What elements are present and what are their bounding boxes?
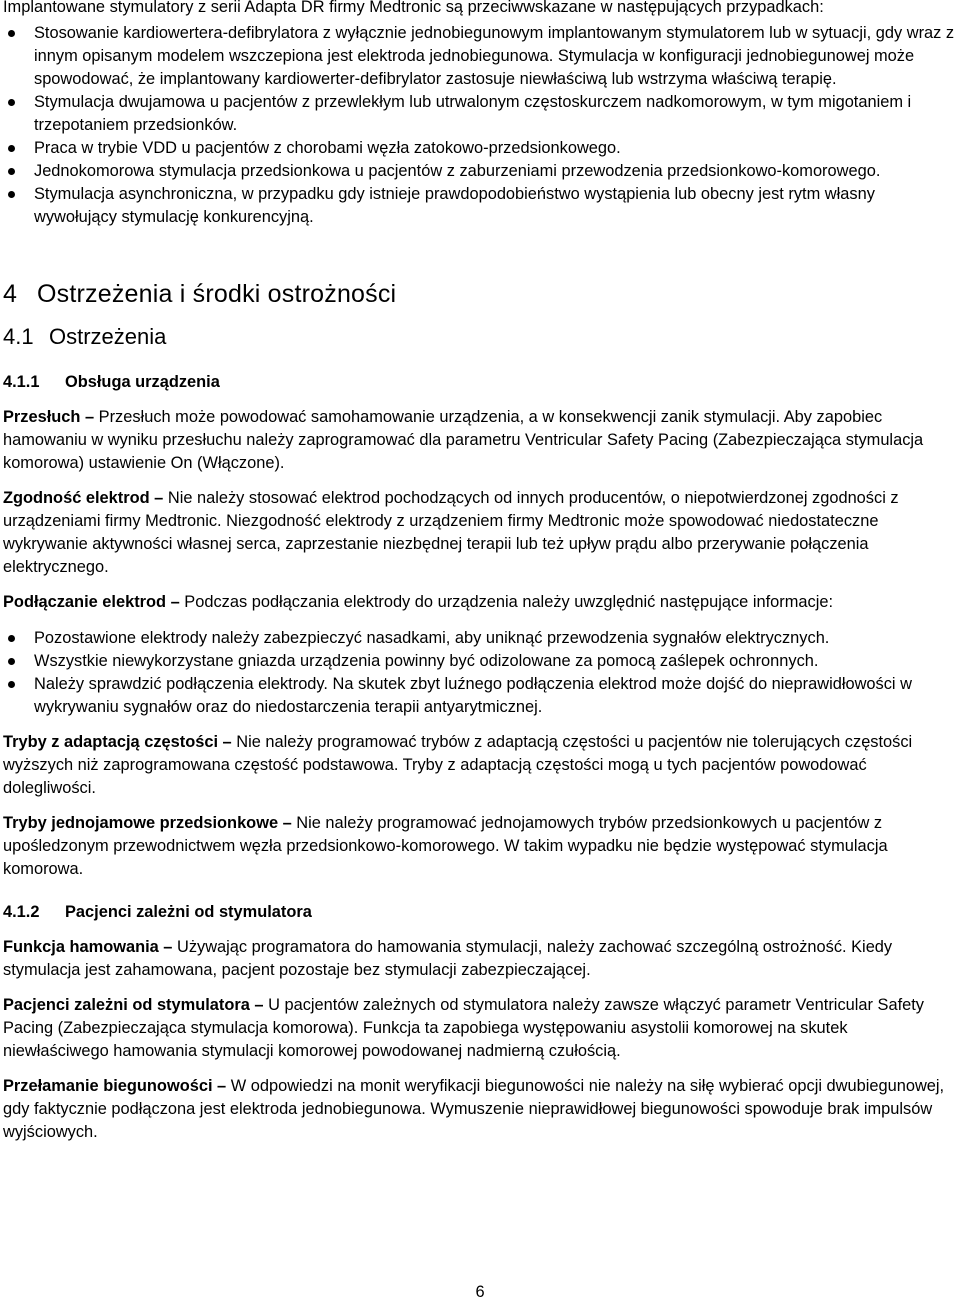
paragraph-lead: Funkcja hamowania – — [3, 938, 173, 956]
paragraph — [3, 731, 957, 800]
subsubsection-heading — [3, 371, 957, 394]
list-item: Należy sprawdzić podłączenia elektrody. Na skutek zbyt luźnego podłączenia elektrod może dojść do nieprawidłowości w wykrywaniu sygnałów oraz do niedostarczenia terapii antyarytmicznej. — [3, 673, 957, 719]
intro-text: Implantowane stymulatory z serii Adapta DR firmy Medtronic są przeciwwskazane w następujących przypadkach: — [3, 0, 824, 16]
subsubsection-title: Pacjenci zależni od stymulatora — [65, 903, 312, 921]
paragraph-text: Nie należy stosować elektrod pochodzących od innych producentów, o niepotwierdzonej zgodności z urządzeniami firmy Medtronic. Niezgodność elektrody z urządzeniem firmy Medtronic może spowodować niedostateczne wykrywanie aktywności własnej serca, zaprzestanie niezbędnej terapii lub też upływ prądu albo przerywanie połączenia elektrycznego. — [3, 489, 899, 576]
paragraph-lead: Pacjenci zależni od stymulatora – — [3, 996, 264, 1014]
paragraph — [3, 591, 957, 614]
paragraph — [3, 994, 957, 1063]
list-item: Stymulacja asynchroniczna, w przypadku gdy istnieje prawdopodobieństwo wystąpienia lub obecny jest rytm własny wywołujący stymulację konkurencyjną. — [3, 183, 957, 229]
list-item: Wszystkie niewykorzystane gniazda urządzenia powinny być odizolowane za pomocą zaślepek ochronnych. — [3, 650, 957, 673]
section-heading — [3, 278, 957, 310]
paragraph-lead: Przesłuch – — [3, 408, 95, 426]
subsubsection-heading — [3, 901, 957, 924]
subsection-title: Ostrzeżenia — [49, 324, 167, 349]
contraindications-list — [3, 22, 957, 229]
paragraph-text: Nie należy programować trybów z adaptacją częstości u pacjentów nie tolerujących częstości wyższych niż zaprogramowana częstość podstawowa. Tryby z adaptacją częstości mogą u tych pacjentów powodować dolegliwości. — [3, 733, 913, 797]
paragraph-lead: Tryby z adaptacją częstości – — [3, 733, 232, 751]
subsubsection-title: Obsługa urządzenia — [65, 373, 220, 391]
paragraph — [3, 812, 957, 881]
paragraph — [3, 1075, 957, 1144]
paragraph-text: W odpowiedzi na monit weryfikacji biegunowości nie należy na siłę wybierać opcji dwubiegunowej, gdy faktycznie podłączona jest elektroda jednobiegunowa. Wymuszenie nieprawidłowej biegunowości spowoduje brak impulsów wyjściowych. — [3, 1077, 945, 1141]
list-item: Stosowanie kardiowertera-defibrylatora z wyłącznie jednobiegunowym implantowanym stymulatorem lub w sytuacji, gdy wraz z innym opisanym modelem wszczepiona jest elektroda jednobiegunowa. Stymulacja w konfiguracji jednobiegunowej może spowodować, że implantowany kardiowerter-defibrylator zastosuje niewłaściwą lub wstrzyma właściwą terapię. — [3, 22, 957, 91]
paragraph-lead: Podłączanie elektrod – — [3, 593, 180, 611]
list-item: Jednokomorowa stymulacja przedsionkowa u pacjentów z zaburzeniami przewodzenia przedsionkowo-komorowego. — [3, 160, 957, 183]
paragraph-lead: Przełamanie biegunowości – — [3, 1077, 227, 1095]
list-item: Praca w trybie VDD u pacjentów z chorobami węzła zatokowo-przedsionkowego. — [3, 137, 957, 160]
paragraph-text: Przesłuch może powodować samohamowanie urządzenia, a w konsekwencji zanik stymulacji. Aby zapobiec hamowaniu w wyniku przesłuchu należy zaprogramować dla parametru Ventricular Safety Pacing (Zabezpieczająca stymulacja komorowa) ustawienie On (Włączone). — [3, 408, 924, 472]
subsection-number: 4.1 — [3, 324, 34, 349]
paragraph — [3, 487, 957, 579]
page-number: 6 — [475, 1283, 485, 1301]
paragraph — [3, 406, 957, 475]
lead-connection-list — [3, 627, 957, 719]
list-item: Stymulacja dwujamowa u pacjentów z przewlekłym lub utrwalonym częstoskurczem nadkomorowym, w tym migotaniem i trzepotaniem przedsionków. — [3, 91, 957, 137]
paragraph-text: Podczas podłączania elektrody do urządzenia należy uwzględnić następujące informacje: — [179, 593, 834, 611]
subsubsection-number: 4.1.1 — [3, 373, 40, 391]
section-title: Ostrzeżenia i środki ostrożności — [37, 280, 397, 308]
paragraph-lead: Zgodność elektrod – — [3, 489, 164, 507]
paragraph-lead: Tryby jednojamowe przedsionkowe – — [3, 814, 292, 832]
paragraph — [3, 936, 957, 982]
subsubsection-number: 4.1.2 — [3, 903, 40, 921]
document-page — [3, 0, 957, 1144]
subsection-heading — [3, 323, 957, 351]
paragraph-text: U pacjentów zależnych od stymulatora należy zawsze włączyć parametr Ventricular Safety Pacing (Zabezpieczająca stymulacja komorowa). Funkcja ta zapobiega występowaniu asystolii komorowej na skutek niewłaściwego hamowania stymulacji komorowej powodowanej nadmierną czułością. — [3, 996, 924, 1060]
section-number: 4 — [3, 280, 18, 308]
paragraph-text: Używając programatora do hamowania stymulacji, należy zachować szczególną ostrożność. Kiedy stymulacja jest zahamowana, pacjent pozostaje bez stymulacji zabezpieczającej. — [3, 938, 893, 979]
list-item: Pozostawione elektrody należy zabezpieczyć nasadkami, aby uniknąć przewodzenia sygnałów elektrycznych. — [3, 627, 957, 650]
paragraph-text: Nie należy programować jednojamowych trybów przedsionkowych u pacjentów z upośledzonym przewodnictwem węzła przedsionkowo-komorowego. W takim wypadku nie będzie występować stymulacja komorowa. — [3, 814, 888, 878]
